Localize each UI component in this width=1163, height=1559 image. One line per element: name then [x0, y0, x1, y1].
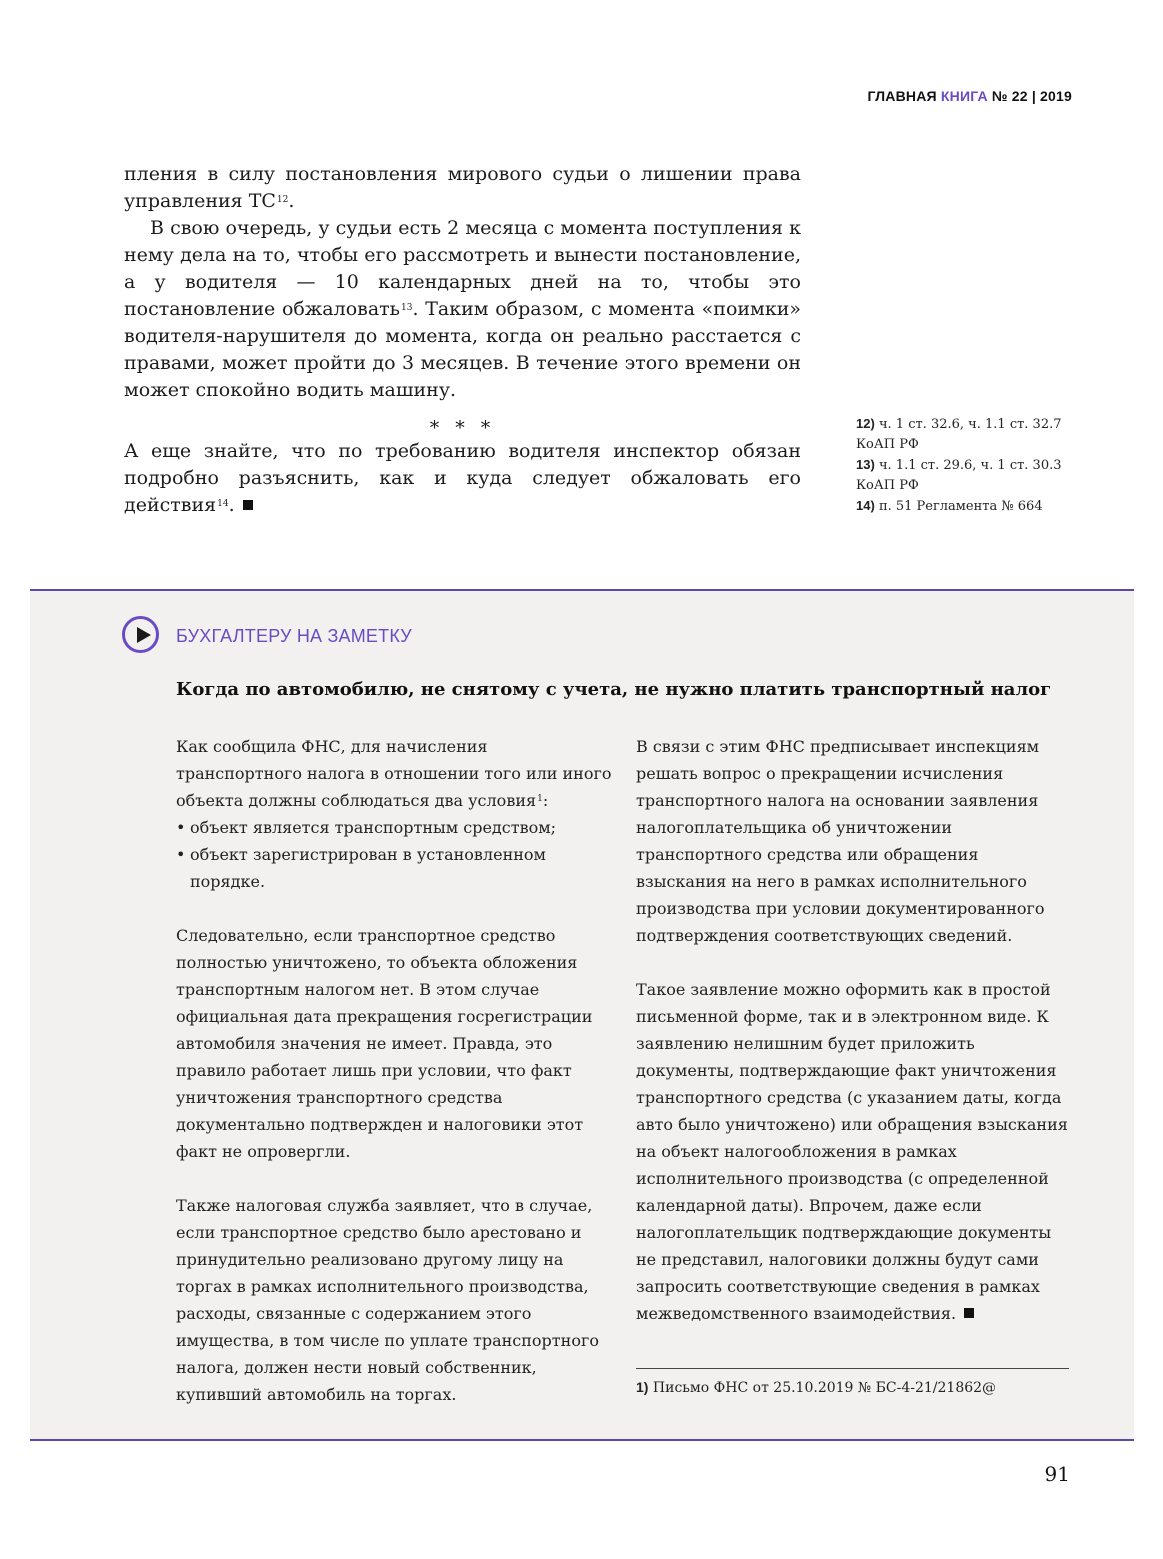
footnotes [856, 414, 1076, 517]
note-column-right [636, 733, 1071, 1354]
footnote: 12) ч. 1 ст. 32.6, ч. 1.1 ст. 32.7 КоАП РФ [856, 416, 1062, 452]
footnote: 14) п. 51 Регламента № 664 [856, 498, 1043, 514]
note-paragraph: Следовательно, если транспортное средство полностью уничтожено, то объекта обложения транспортным налогом нет. В этом случае официальная дата прекращения госрегистрации автомобиля значения не имеет. Правда, это правило работает лишь при условии, что факт уничтожения транспортного средства документально подтвержден и налоговики этот факт не опровергли. [176, 926, 593, 1161]
article-body [124, 161, 801, 519]
brand-main: ГЛАВНАЯ [867, 88, 937, 104]
footnote-ref[interactable]: 13 [401, 303, 413, 313]
note-paragraph: Как сообщила ФНС, для начисления транспортного налога в отношении того или иного объекта должны соблюдаться два условия$^1$: [176, 737, 612, 810]
note-title: Когда по автомобилю, не снятому с учета, не нужно платить транспортный налог [176, 679, 1052, 700]
list-item: • объект зарегистрирован в установленном порядке. [176, 841, 616, 895]
footnote-ref[interactable]: 14 [217, 499, 229, 509]
section-divider-stars: * * * [429, 417, 496, 439]
article-paragraph: пления в силу постановления мирового судьи о лишении права управления ТС$^{12}$. [124, 163, 801, 212]
note-column-left [176, 733, 616, 1435]
conditions-list [176, 814, 616, 895]
issue-number: № 22 | 2019 [991, 88, 1072, 104]
running-header [867, 88, 1072, 104]
footnote: 13) ч. 1.1 ст. 29.6, ч. 1 ст. 30.3 КоАП РФ [856, 457, 1062, 493]
brand-accent: КНИГА [940, 88, 988, 104]
footnote-separator [636, 1368, 1069, 1369]
note-label: БУХГАЛТЕРУ НА ЗАМЕТКУ [176, 626, 412, 646]
note-paragraph: В связи с этим ФНС предписывает инспекциям решать вопрос о прекращении исчисления транспортного налога на основании заявления налогоплательщика об уничтожении транспортного средства или обращения взыскания на него в рамках исполнительного производства при условии документированного подтверждения соответствующих сведений. [636, 737, 1045, 945]
note-paragraph: Также налоговая служба заявляет, что в случае, если транспортное средство было арестовано и принудительно реализовано другому лицу на торгах в рамках исполнительного производства, расходы, связанные с содержанием этого имущества, в том числе по уплате транспортного налога, должен нести новый собственник, купивший автомобиль на торгах. [176, 1196, 599, 1404]
end-mark-icon [243, 500, 253, 510]
end-mark-icon [964, 1308, 974, 1318]
note-box [30, 589, 1134, 1441]
footnote-ref[interactable]: 1 [537, 794, 543, 804]
page-number: 91 [1044, 1462, 1070, 1486]
article-paragraph: В свою очередь, у судьи есть 2 месяца с момента поступления к нему дела на то, чтобы его рассмотреть и вынести постановление, а у водителя — 10 календарных дней на то, чтобы это постановление обжаловать$^{13}$. Таким образом, с момента «поимки» водителя-нарушителя до момента, когда он реально расстается с правами, может пройти до 3 месяцев. В течение этого времени он может спокойно водить машину. [124, 217, 801, 401]
footnote-ref[interactable]: 12 [276, 195, 289, 205]
article-paragraph: А еще знайте, что по требованию водителя инспектор обязан подробно разъяснить, как и куда следует обжаловать его действия$^{14}$. [124, 440, 801, 516]
list-item: • объект является транспортным средством; [176, 814, 616, 841]
note-paragraph: Такое заявление можно оформить как в простой письменной форме, так и в электронном виде. К заявлению нелишним будет приложить документы, подтверждающие факт уничтожения транспортного средства (с указанием даты, когда авто было уничтожено) или обращения взыскания на объект налогообложения в рамках исполнительного производства (с определенной календарной даты). Впрочем, даже если налогоплательщик подтверждающие документы не представил, налоговики должны будут сами запросить соответствующие сведения в рамках межведомственного взаимодействия. [636, 980, 1068, 1323]
play-circle-icon [122, 616, 159, 653]
note-footnote: 1) Письмо ФНС от 25.10.2019 № БС-4-21/21862@ [636, 1379, 997, 1396]
